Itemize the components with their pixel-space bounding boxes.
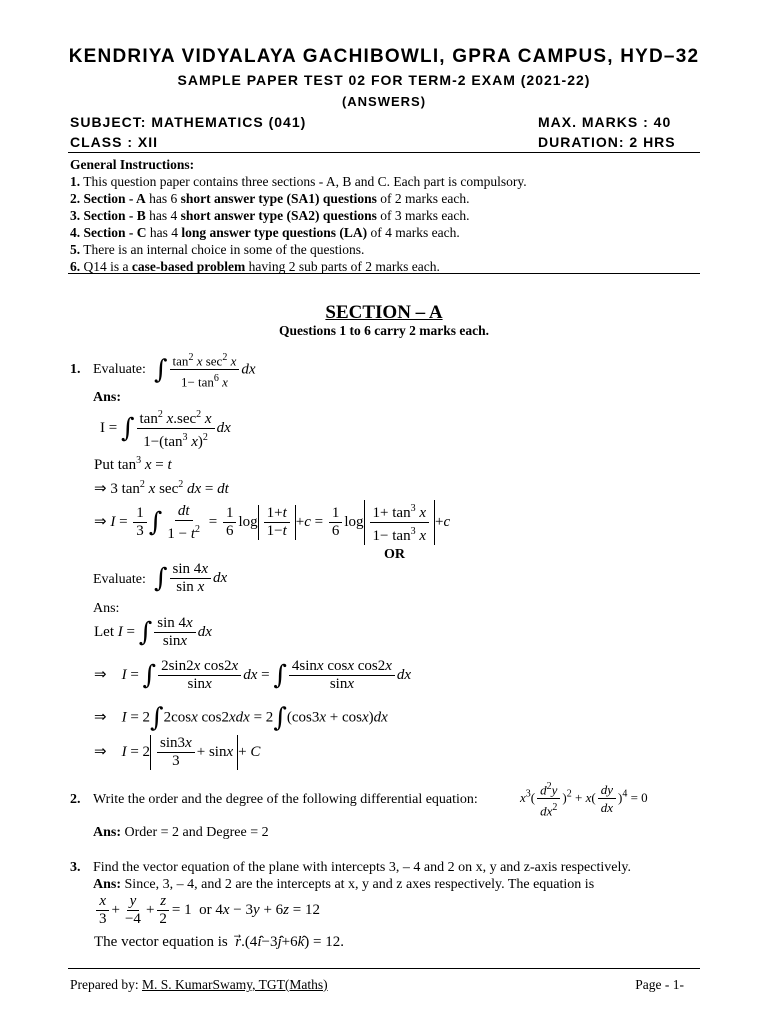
q1b-ans-label: Ans: (93, 601, 120, 616)
q1-ans-label: Ans: (93, 390, 122, 405)
q1b-step-2: ⇒ I = ∫ $\frac{\text{2sin2x cos2x}}{\sin x}$ dx = ∫ $\frac{\text{4sinx cosx cos2x}}{\sin x}$ dx (94, 658, 412, 692)
footer-page-number: Page - 1- (635, 977, 684, 992)
q3-question: Find the vector equation of the plane with intercepts 3, – 4 and 2 on x, y and z-axis respectively. (93, 860, 631, 875)
instructions-title: General Instructions: (70, 157, 195, 172)
q3-answer: Ans: Since, 3, – 4, and 2 are the intercepts at x, y and z axes respectively. The equation is (93, 877, 595, 892)
instruction-1: 1. This question paper contains three sections - A, B and C. Each part is compulsory. (70, 174, 527, 189)
q1-step-4: ⇒ I = $\frac{1}{3}$ ∫ $\frac{dt}{1 - t^2}$ = $\frac{1}{6}$ log $\frac{1+t}{1-t}$ +c = $\frac{1}{6}$ log $\frac{1+ \tan^3 x}{1- \tan^3 x}$ +c (94, 500, 450, 545)
q1-integral: ∫ $\frac{\tan^2 x \sec^2 x}{1- \tan^6 x}$ dx (154, 349, 256, 391)
section-subtitle: Questions 1 to 6 carry 2 marks each. (279, 323, 489, 338)
subject-label: SUBJECT: MATHEMATICS (041) (70, 114, 307, 130)
footer-divider (68, 968, 700, 969)
q2-answer: Ans: Order = 2 and Degree = 2 (93, 825, 269, 840)
class-label: CLASS : XII (70, 134, 159, 150)
footer-prepared: Prepared by: M. S. KumarSwamy, TGT(Maths) (70, 977, 328, 992)
header-divider (68, 152, 700, 153)
answers-label: (ANSWERS) (341, 94, 427, 109)
q1b-evaluate: Evaluate: (93, 572, 146, 587)
general-instructions (70, 156, 710, 275)
q1-number: 1. (70, 362, 81, 377)
instructions-divider (68, 273, 700, 274)
q1-step-2: Put $\tan^3 x = t$ (94, 455, 172, 473)
school-title: KENDRIYA VIDYALAYA GACHIBOWLI, GPRA CAMPUS, HYD–32 (68, 46, 700, 67)
q1-step-1: I = ∫ $\frac{\tan^2 x.\sec^2 x}{1-(\tan^3 x)^2}$ dx (100, 406, 231, 451)
q1-evaluate: Evaluate: (93, 362, 146, 377)
section-title: SECTION – A (325, 302, 443, 323)
q2-number: 2. (70, 792, 81, 807)
q3-number: 3. (70, 860, 81, 875)
instruction-6: 6. Q14 is a case-based problem having 2 sub parts of 2 marks each. (70, 259, 440, 274)
instruction-3: 3. Section - B has 4 short answer type (SA2) questions of 3 marks each. (70, 208, 470, 223)
duration-label: DURATION: 2 HRS (538, 134, 676, 150)
q3-vector-equation: The vector equation is r⃗.(4î−3ĵ+6k̂) = 12. (94, 934, 344, 950)
q3-plane-equation: $\frac{x}{3}$ + $\frac{y}{-4}$ + $\frac{z}{2}$ = 1 or 4x − 3y + 6z = 12 (94, 893, 320, 928)
q1-step-3: ⇒ 3 $\tan^2 x$ $\sec^2$ dx = dt (94, 479, 229, 497)
instruction-5: 5. There is an internal choice in some of the questions. (70, 242, 365, 257)
q2-equation: $x^3$( $\frac{d^2y}{dx^2}$ )$^2$ + x( $\frac{dy}{dx}$ )$^4$ = 0 (520, 778, 648, 820)
instruction-4: 4. Section - C has 4 long answer type questions (LA) of 4 marks each. (70, 225, 460, 240)
max-marks-label: MAX. MARKS : 40 (538, 114, 672, 130)
q1b-step-3: ⇒ I = 2∫2cosx cos2xdx = 2∫(cos3x + cosx)dx (94, 703, 388, 733)
q2-question: Write the order and the degree of the following differential equation: (93, 792, 478, 807)
q1b-step-4: ⇒ I = 2 $\frac{\sin 3x}{3}$ + sinx + C (94, 735, 261, 769)
q1-or: OR (384, 547, 405, 562)
instruction-2: 2. Section - A has 6 short answer type (SA1) questions of 2 marks each. (70, 191, 470, 206)
q1b-step-1: Let I = ∫ $\frac{\sin 4x}{\sin x}$ dx (94, 615, 212, 649)
q1b-integral: ∫ $\frac{\sin 4x}{\text{sin x}}$ dx (154, 561, 228, 595)
test-title: SAMPLE PAPER TEST 02 FOR TERM-2 EXAM (2021-22) (177, 72, 591, 88)
